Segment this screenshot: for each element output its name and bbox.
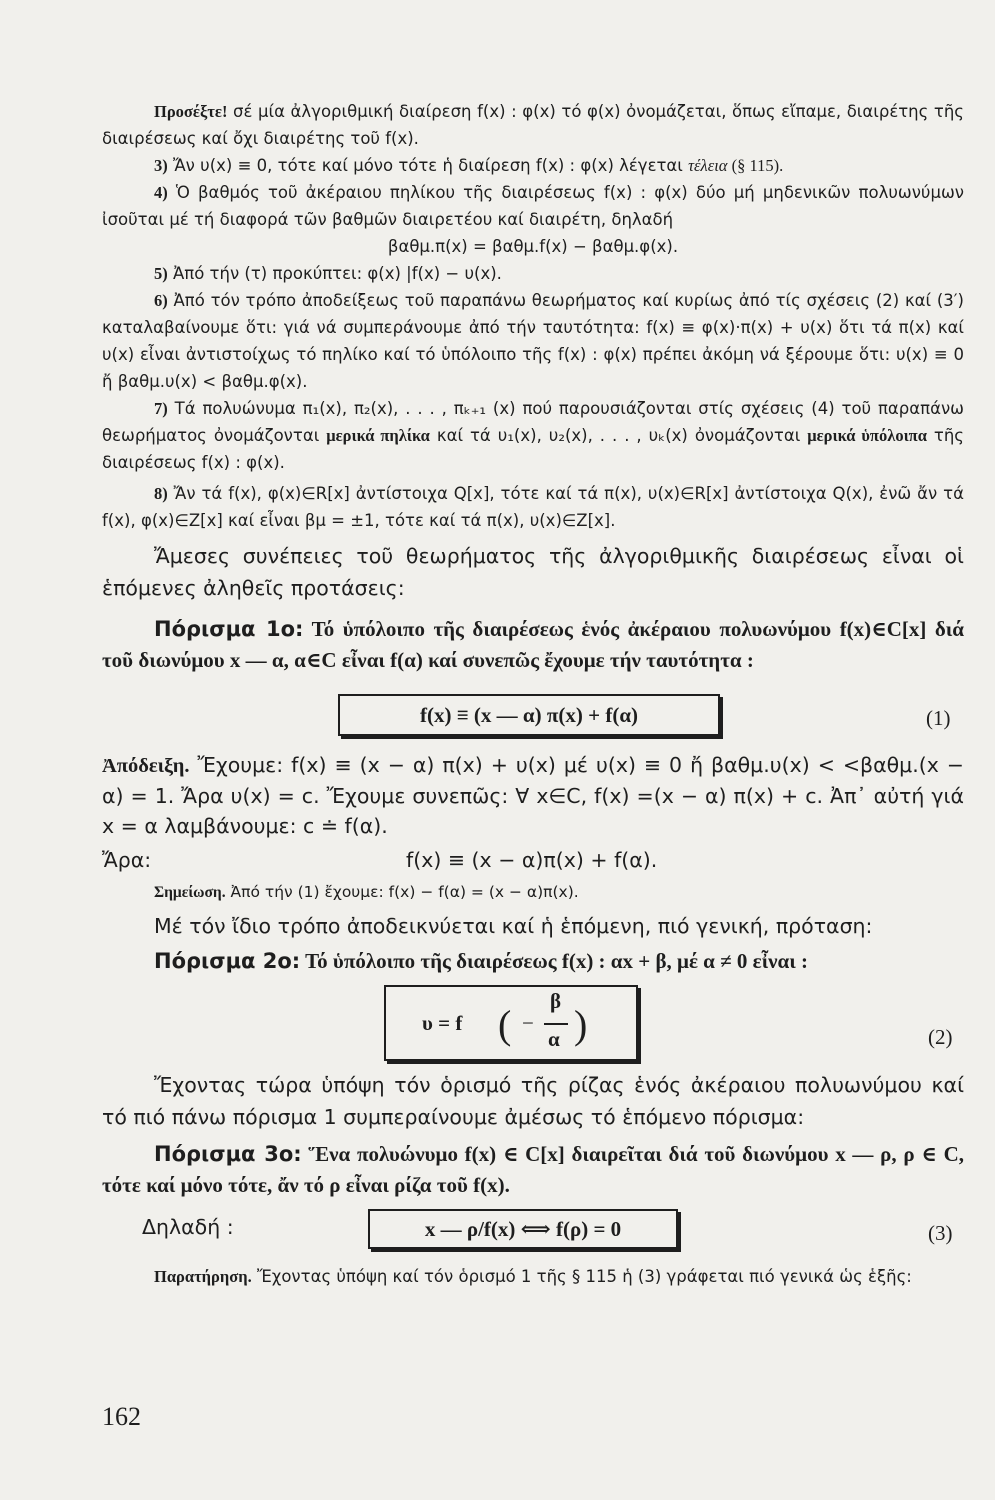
page-number: 162 [102, 1402, 141, 1431]
proof-paragraph [102, 750, 964, 841]
same-way-paragraph: Μέ τόν ἴδιο τρόπο ἀποδεικνύεται καί ἡ ἑπόμενη, πιό γενική, πρόταση: [154, 914, 873, 938]
item-5-text: Ἀπό τήν (τ) προκύπτει: φ(x) |f(x) − υ(x). [167, 264, 502, 283]
item-4-label: 4) [154, 183, 168, 202]
therefore-formula: f(x) ≡ (x − α)π(x) + f(α). [406, 848, 658, 872]
paragraph-attention [102, 98, 964, 152]
therefore-line [102, 841, 964, 879]
item-7-text-a: Τά πολυώνυμα π₁(x), π₂(x), . . . , πₖ₊₁ (x) πού παρουσιάζονται στίς σχέσεις (4) τοῦ παραπάνω θεωρήματος ὀνομάζονται [102, 399, 964, 445]
attention-label: Προσέξτε! [154, 102, 228, 121]
partial-quotients-term: μερικά πηλίκα [326, 426, 430, 445]
item-7-label: 7) [154, 399, 168, 418]
corollary-2 [102, 946, 964, 977]
paren-left: ( [498, 1002, 512, 1047]
formula-1: f(x) ≡ (x — α) π(x) + f(α) [419, 703, 639, 727]
item-3-italic: τέλεια [688, 156, 728, 175]
formula-2-row [102, 983, 964, 1067]
item-3-end: (§ 115). [727, 156, 784, 175]
degree-formula: βαθμ.π(x) = βαθμ.f(x) − βαθμ.φ(x). [387, 237, 679, 256]
item-3-text: Ἄν υ(x) ≡ 0, τότε καί μόνο τότε ἡ διαίρεση f(x) : φ(x) λέγεται [167, 156, 689, 175]
item-6-text: Ἀπό τόν τρόπο ἀποδείξεως τοῦ παραπάνω θεωρήματος καί κυρίως ἀπό τίς σχέσεις (2) καί (3′) καταλαβαίνουμε ὅτι: γιά νά συμπεράνουμε ἀπό τήν ταυτότητα: f(x) ≡ φ(x)·π(x) + υ(x) ὅτι τά π(x) καί υ(x) εἶναι ἀντιστοίχως τό πηλίκο καί τό ὑπόλοιπο τῆς f(x) : φ(x) πρέπει ἀκόμη νά ξέρουμε ὅτι: υ(x) ≡ 0 ἤ βαθμ.υ(x) < βαθμ.φ(x). [102, 291, 964, 391]
item-6-label: 6) [154, 291, 168, 310]
paragraph-5 [102, 260, 964, 287]
note-paragraph [102, 879, 964, 906]
minus-sign: − [522, 1011, 534, 1035]
page-body [102, 98, 964, 1290]
note-label: Σημείωση. [154, 884, 226, 901]
partial-remainders-term: μερικά ὑπόλοιπα [807, 426, 927, 445]
corollary-3-text: Ἕνα πολυώνυμο f(x) ∈ C[x] διαιρεῖται διά τοῦ διωνύμου x — ρ, ρ ∈ C, τότε καί μόνο τότε, ἄν τό ρ εἶναι ρίζα τοῦ f(x). [102, 1142, 964, 1197]
intro-paragraph: Ἄμεσες συνέπειες τοῦ θεωρήματος τῆς ἀλγοριθμικῆς διαιρέσεως εἶναι οἱ ἑπόμενες ἀληθεῖς προτάσεις: [102, 544, 964, 600]
proof-label: Ἀπόδειξη. [102, 755, 190, 777]
paragraph-3 [102, 152, 964, 179]
paren-right: ) [574, 1002, 588, 1047]
formula-3-row [102, 1209, 964, 1259]
paragraph-4 [102, 179, 964, 233]
item-3-label: 3) [154, 156, 168, 175]
fraction-bar [544, 1023, 568, 1025]
corollary-1-text: Τό ὑπόλοιπο τῆς διαιρέσεως ἑνός ἀκέραιου πολυωνύμου f(x)∈C[x] διά τοῦ διωνύμου x — α, α∈C εἶναι f(α) καί συνεπῶς ἔχουμε τήν ταυτότητα : [102, 617, 965, 672]
fraction-numerator: β [550, 989, 562, 1013]
proof-text: Ἔχουμε: f(x) ≡ (x − α) π(x) + υ(x) μέ υ(x) ≡ 0 ἤ βαθμ.υ(x) < <βαθμ.(x − α) = 1. Ἄρα υ(x) = c. Ἔχουμε συνεπῶς: ∀ x∈C, f(x) =(x − α) π(x) + c. Ἀπ᾿ αὐτή γιά x = α λαμβάνουμε: c ≐ f(α). [102, 753, 964, 838]
item-5-label: 5) [154, 264, 168, 283]
therefore-label: Ἄρα: [102, 848, 152, 872]
formula-1-number: (1) [926, 706, 951, 730]
corollary-3-heading: Πόρισμα 3ο: [154, 1142, 302, 1166]
formula-2-left: υ = f [422, 1011, 463, 1035]
paragraph-8 [102, 480, 964, 534]
remark-text: Ἔχοντας ὑπόψη καί τόν ὁρισμό 1 τῆς § 115 ἡ (3) γράφεται πιό γενικά ὡς ἑξῆς: [251, 1267, 912, 1286]
item-7-text-c: τῆς διαιρέσεως f(x) : φ(x). [102, 426, 964, 472]
corollary-2-text: Τό ὑπόλοιπο τῆς διαιρέσεως f(x) : αx + β, μέ α ≠ 0 εἶναι : [300, 949, 809, 973]
item-8-label: 8) [154, 484, 168, 503]
formula-2-number: (2) [928, 1025, 953, 1049]
corollary-2-heading: Πόρισμα 2ο: [154, 949, 301, 973]
fraction-denominator: α [548, 1027, 560, 1051]
corollary-1 [102, 614, 964, 676]
item-4-text: Ὁ βαθμός τοῦ ἀκέραιου πηλίκου τῆς διαιρέσεως f(x) : φ(x) δύο μή μηδενικῶν πολυωνύμων ἰσοῦται μέ τή διαφορά τῶν βαθμῶν διαιρετέου καί διαιρέτη, δηλαδή [102, 183, 964, 229]
formula-1-box [338, 694, 720, 736]
item-8-text: Ἄν τά f(x), φ(x)∈R[x] ἀντίστοιχα Q[x], τότε καί τά π(x), υ(x)∈R[x] ἀντίστοιχα Q(x), ἐνῶ ἄν τά f(x), φ(x)∈Z[x] καί εἶναι βμ = ±1, τότε καί τά π(x), υ(x)∈Z[x]. [102, 484, 964, 530]
formula-3-box [368, 1209, 678, 1249]
formula-2-box [384, 985, 638, 1061]
formula-3: x — ρ/f(x) ⟺ f(ρ) = 0 [424, 1217, 622, 1241]
namely-label: Δηλαδή : [142, 1215, 234, 1239]
formula-1-row [102, 690, 964, 750]
having-paragraph: Ἔχοντας τώρα ὑπόψη τόν ὁρισμό τῆς ρίζας ἑνός ἀκέραιου πολυωνύμου καί τό πιό πάνω πόρισμα 1 συμπεραίνουμε ἀμέσως τό ἑπόμενο πόρισμα: [102, 1073, 964, 1129]
corollary-1-heading: Πόρισμα 1ο: [154, 617, 304, 641]
remark-paragraph [102, 1263, 964, 1290]
item-7-text-b: καί τά υ₁(x), υ₂(x), . . . , υₖ(x) ὀνομάζονται [429, 426, 808, 445]
attention-text: σέ μία ἀλγοριθμική διαίρεση f(x) : φ(x) τό φ(x) ὀνομάζεται, ὅπως εἴπαμε, διαιρέτης τῆς διαιρέσεως καί ὄχι διαιρέτης τοῦ f(x). [102, 102, 964, 148]
formula-3-number: (3) [928, 1221, 953, 1245]
paragraph-7 [102, 395, 964, 476]
paragraph-6 [102, 287, 964, 395]
formula-2-content [414, 989, 624, 1051]
note-text: Ἀπό τήν (1) ἔχουμε: f(x) − f(α) = (x − α)π(x). [225, 883, 579, 901]
corollary-3 [102, 1139, 964, 1201]
remark-label: Παρατήρηση. [154, 1267, 252, 1286]
